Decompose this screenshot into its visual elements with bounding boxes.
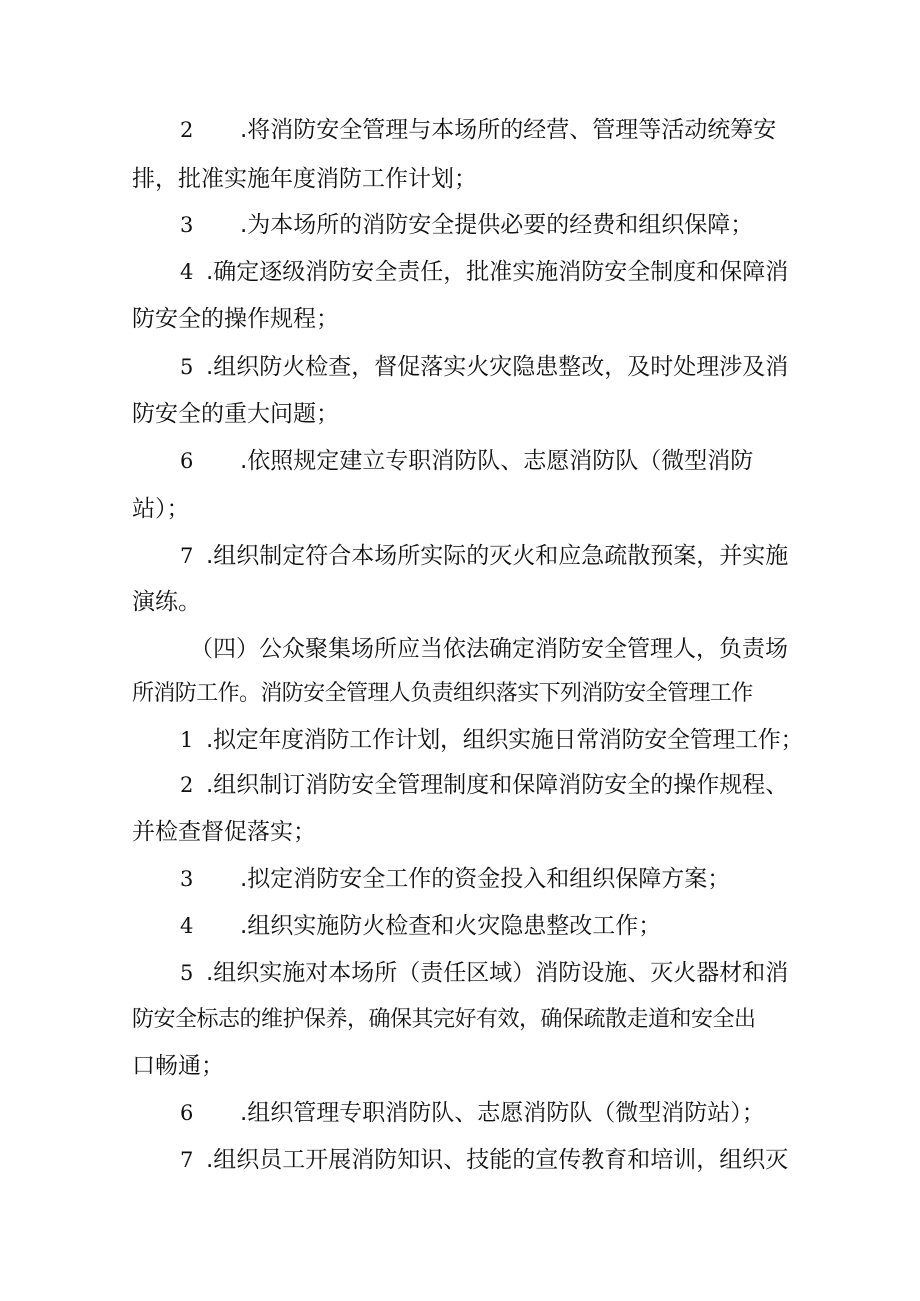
item-text: 防安全标志的维护保养，确保其完好有效，确保疏散走道和安全出 [132, 1007, 756, 1032]
item-number: 4 [180, 914, 194, 938]
item-text: 口畅通； [132, 1053, 224, 1079]
item-number: 7 [180, 544, 194, 568]
item-number: 3 [180, 867, 194, 891]
item-text: .拟定年度消防工作计划，组织实施日常消防安全管理工作； [206, 727, 804, 753]
item-text: 排，批准实施年度消防工作计划； [132, 166, 477, 192]
item-text: 站）； [132, 496, 190, 522]
section-text: 所消防工作。消防安全管理人负责组织落实下列消防安全管理工作 [132, 681, 753, 706]
item-text: 并检查督促落实； [132, 819, 316, 845]
item-number: 6 [180, 449, 194, 473]
item-text: .为本场所的消防安全提供必要的经费和组织保障； [240, 212, 754, 238]
item-text: 防安全的操作规程； [132, 306, 339, 332]
item-number: 7 [180, 1148, 194, 1172]
item-text: .依照规定建立专职消防队、志愿消防队（微型消防 [240, 448, 754, 474]
item-text: .拟定消防安全工作的资金投入和组织保障方案； [240, 866, 731, 892]
item-number: 2 [180, 118, 194, 142]
item-text: .组织防火检查，督促落实火灾隐患整改，及时处理涉及消 [206, 354, 789, 380]
item-number: 4 [180, 260, 194, 284]
item-number: 5 [180, 961, 194, 985]
item-text: .组织制订消防安全管理制度和保障消防安全的操作规程、 [206, 772, 789, 798]
item-number: 5 [180, 355, 194, 379]
item-number: 2 [180, 773, 194, 797]
item-text: .确定逐级消防安全责任，批准实施消防安全制度和保障消 [206, 259, 789, 285]
item-number: 6 [180, 1101, 194, 1125]
item-text: .组织管理专职消防队、志愿消防队（微型消防站）； [240, 1100, 765, 1126]
item-number: 1 [180, 728, 194, 752]
item-text: .组织实施对本场所（责任区域）消防设施、灭火器材和消 [206, 960, 789, 986]
item-text: .组织实施防火检查和火灾隐患整改工作； [240, 913, 662, 939]
item-text: .组织员工开展消防知识、技能的宣传教育和培训，组织灭 [206, 1147, 789, 1173]
item-text: .将消防安全管理与本场所的经营、管理等活动统筹安 [240, 117, 777, 143]
item-text: 防安全的重大问题； [132, 401, 339, 427]
item-number: 3 [180, 213, 194, 237]
item-text: .组织制定符合本场所实际的灭火和应急疏散预案，并实施 [206, 543, 789, 569]
section-text: （四）公众聚集场所应当依法确定消防安全管理人，负责场 [190, 636, 788, 662]
item-text: 演练。 [132, 589, 201, 615]
